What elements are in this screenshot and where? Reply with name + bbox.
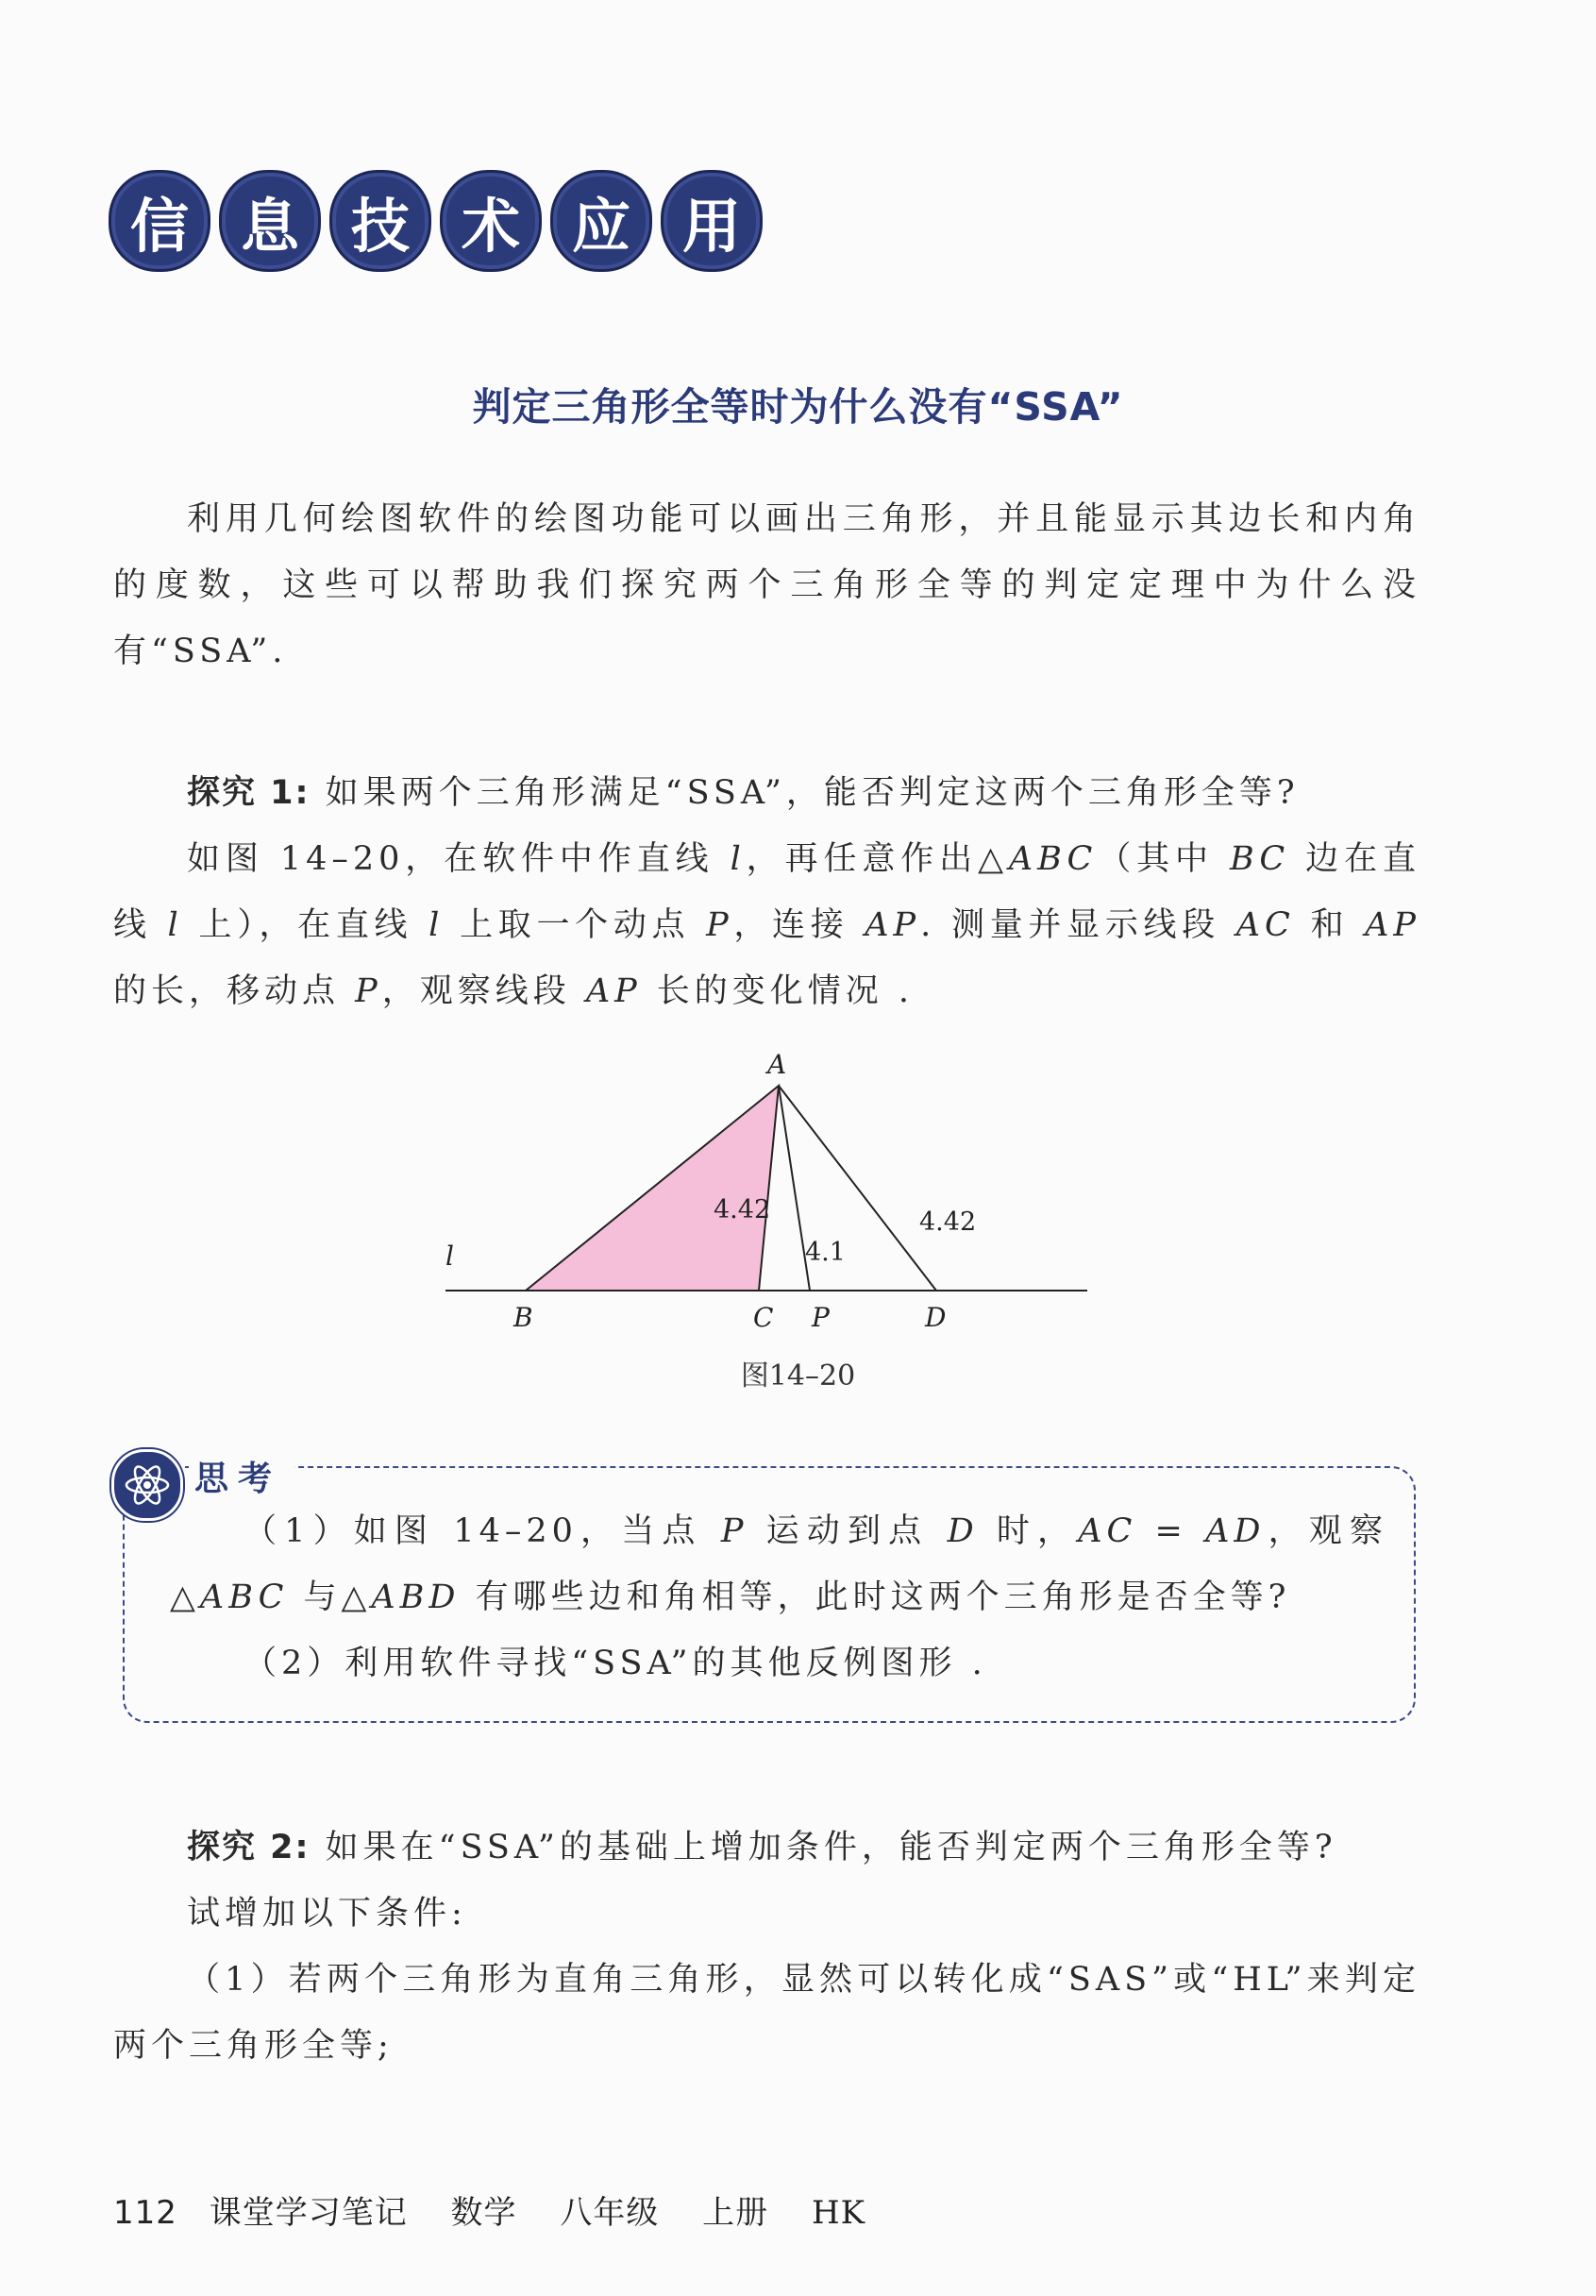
point-label-p: P <box>812 1302 830 1333</box>
text: ，观察线段 <box>381 972 586 1010</box>
banner-char: 技 <box>329 170 431 272</box>
text: 和 <box>1294 906 1366 944</box>
think-question-2: （2）利用软件寻找“SSA”的其他反例图形 . <box>244 1645 987 1682</box>
figure-14-20 <box>434 1053 1114 1336</box>
explore2-label: 探究 2: <box>187 1829 311 1866</box>
math-var: AP <box>585 972 642 1010</box>
math-var: AP <box>1365 906 1420 944</box>
explore2-line-2: 试增加以下条件: <box>187 1895 467 1933</box>
math-var: l <box>428 906 445 944</box>
text: （1）如图 14–20，当点 <box>244 1512 721 1550</box>
banner-char: 术 <box>440 170 542 272</box>
math-var: l <box>730 840 746 878</box>
math-var: l <box>167 906 183 944</box>
footer-grade: 八年级 <box>560 2194 660 2232</box>
explore1-label: 探究 1: <box>187 774 311 812</box>
intro-paragraph: 利用几何绘图软件的绘图功能可以画出三角形，并且能显示其边长和内角的度数，这些可以帮助我们探究两个三角形全等的判定定理中为什么没有“SSA”. <box>113 500 1420 670</box>
text: 时， <box>978 1512 1079 1550</box>
triangle-abc-fill <box>526 1086 779 1291</box>
text: 与△ <box>288 1578 372 1616</box>
banner-char: 信 <box>109 170 210 272</box>
point-label-a: A <box>767 1053 787 1080</box>
length-label-ac: 4.42 <box>714 1195 771 1224</box>
banner-char: 用 <box>661 170 763 272</box>
banner-char: 息 <box>219 170 321 272</box>
banner-char: 应 <box>550 170 652 272</box>
math-var: ABC <box>199 1578 289 1616</box>
text: 如图 14–20，在软件中作直线 <box>187 840 731 878</box>
text: . 测量并显示线段 <box>920 906 1236 944</box>
math-var: AC <box>1235 906 1295 944</box>
math-var: P <box>706 906 733 944</box>
explore2-question <box>113 1815 1420 1881</box>
figure-caption: 图14–20 <box>740 1359 856 1393</box>
math-var: ABD <box>371 1578 461 1616</box>
point-label-d: D <box>925 1302 947 1333</box>
think-box <box>123 1466 1416 1723</box>
footer-subject: 数学 <box>450 2194 517 2232</box>
math-var: BC <box>1229 840 1290 878</box>
math-var: D <box>947 1512 979 1550</box>
math-var: ABC <box>1008 840 1098 878</box>
section-banner <box>109 170 771 272</box>
atom-icon <box>111 1449 183 1521</box>
length-label-ap: 4.1 <box>805 1238 846 1267</box>
footer-book-title: 课堂学习笔记 <box>209 2194 408 2232</box>
text: 有哪些边和角相等，此时这两个三角形是否全等? <box>460 1578 1291 1616</box>
text: ，再任意作出△ <box>745 840 1009 878</box>
think-question-1 <box>170 1498 1387 1630</box>
text: 长的变化情况 . <box>641 972 915 1010</box>
math-var: P <box>355 972 382 1010</box>
page-number: 112 <box>113 2194 177 2232</box>
math-var: AP <box>865 906 921 944</box>
line-label-l: l <box>445 1241 454 1272</box>
point-label-c: C <box>753 1302 774 1333</box>
math-var: P <box>720 1512 748 1550</box>
length-label-ad: 4.42 <box>919 1207 977 1237</box>
page-footer <box>113 2186 898 2233</box>
text: ，连接 <box>732 906 865 944</box>
explore1-question-text: 如果两个三角形满足“SSA”，能否判定这两个三角形全等? <box>310 774 1300 812</box>
text: 运动到点 <box>748 1512 948 1550</box>
explore2-line-3: （1）若两个三角形为直角三角形，显然可以转化成“SAS”或“HL”来判定两个三角形全等; <box>113 1961 1420 2065</box>
section-title: 判定三角形全等时为什么没有“SSA” <box>472 384 1124 430</box>
text: 上），在直线 <box>182 906 429 944</box>
math-var: AC = AD <box>1078 1512 1266 1550</box>
text: 上取一个动点 <box>444 906 707 944</box>
text: 的长，移动点 <box>113 972 356 1010</box>
explore2-question-text: 如果在“SSA”的基础上增加条件，能否判定两个三角形全等? <box>310 1829 1337 1866</box>
explore1-question <box>113 760 1420 826</box>
explore1-instructions <box>113 826 1420 1024</box>
footer-volume: 上册 <box>702 2194 769 2232</box>
segment-ad <box>779 1086 936 1291</box>
think-label: 思考 <box>189 1452 294 1500</box>
point-label-b: B <box>513 1302 533 1333</box>
text: ，观察△ <box>170 1512 1387 1616</box>
footer-edition: HK <box>811 2194 866 2232</box>
text: （其中 <box>1097 840 1230 878</box>
text: 边在直线 <box>113 840 1420 944</box>
